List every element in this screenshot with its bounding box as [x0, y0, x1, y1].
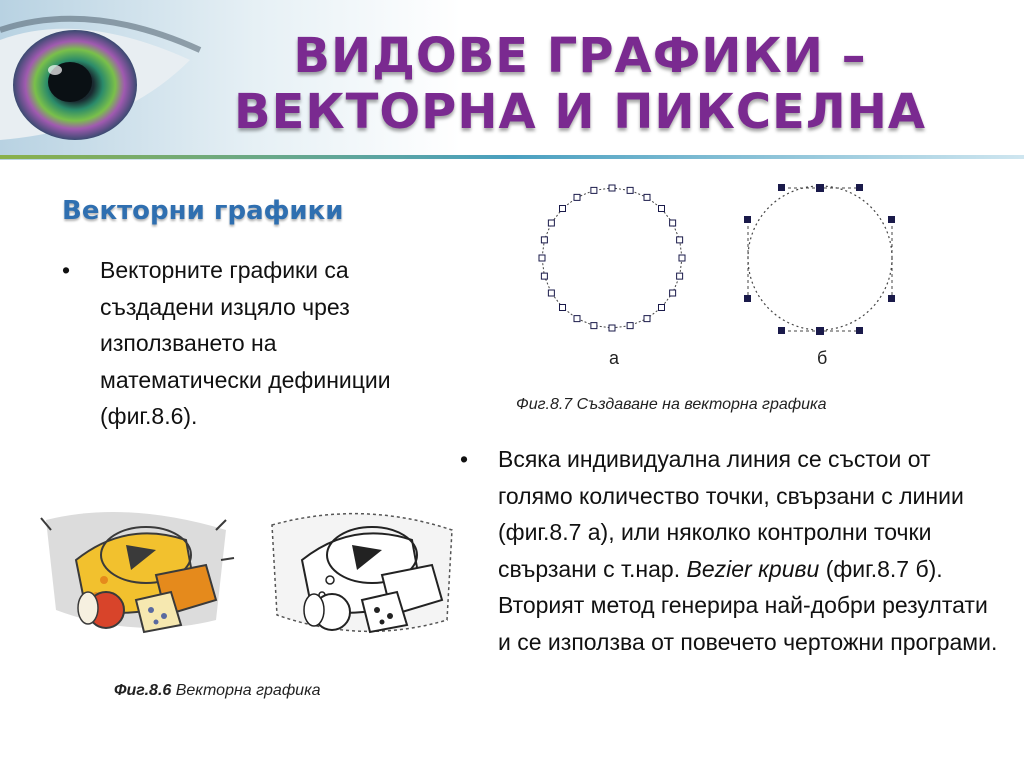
polyline-point: [541, 237, 547, 243]
bullet-text-part1: Всяка индивидуална линия се състои от голямо количество точки, свързани с линии (фиг.8.7 а), или няколко контролни точки свързани с т.нар.: [498, 446, 964, 582]
polyline-circle-diagram: [530, 180, 700, 350]
bullet-marker: •: [460, 446, 469, 472]
polyline-point: [548, 220, 554, 226]
bullet-vector-definition: [62, 252, 430, 435]
polyline-point: [658, 304, 664, 310]
title-line-2: ВЕКТОРНА И ПИКСЕЛНА: [233, 84, 927, 140]
polyline-point: [627, 323, 633, 329]
polyline-point: [677, 273, 683, 279]
section-heading: Векторни графики: [62, 196, 344, 226]
figure-label-a: а: [609, 348, 620, 368]
title-line-1: ВИДОВЕ ГРАФИКИ –: [293, 28, 867, 84]
bullet-points-and-bezier: [460, 441, 998, 660]
cheese-outline-clipart: [262, 500, 462, 655]
polyline-point: [627, 187, 633, 193]
polyline-point: [677, 237, 683, 243]
polyline-point: [609, 185, 615, 191]
slide-title: [200, 28, 960, 140]
polyline-point: [644, 316, 650, 322]
polyline-point: [574, 316, 580, 322]
polyline-point: [574, 194, 580, 200]
bezier-circle-diagram: [738, 180, 908, 350]
figure-8-7-caption: Фиг.8.7 Създаване на векторна графика: [516, 396, 827, 413]
bullet-text-bezier: Bezier криви: [686, 555, 820, 582]
polyline-point: [658, 206, 664, 212]
caption-figure-number: Фиг.8.6: [114, 682, 172, 699]
polyline-point: [560, 206, 566, 212]
bullet-text-part2: (фиг.8.7 б). Вторият метод генерира най-добри резултати и се използва от повечето чертожни програми.: [498, 555, 998, 655]
polyline-point: [679, 255, 685, 261]
bullet-text: Векторните графики са създадени изцяло чрез използването на математически дефиниции (фиг.8.6).: [100, 257, 391, 429]
bullet-marker: •: [62, 257, 71, 283]
polyline-point: [539, 255, 545, 261]
caption-text: Векторна графика: [171, 682, 321, 699]
polyline-point: [644, 194, 650, 200]
polyline-point: [541, 273, 547, 279]
polyline-point: [670, 220, 676, 226]
polyline-point: [548, 290, 554, 296]
polyline-point: [670, 290, 676, 296]
polyline-point: [591, 323, 597, 329]
cheese-color-clipart: [36, 500, 236, 655]
polyline-point: [560, 304, 566, 310]
figure-8-6-caption: [114, 682, 321, 700]
polyline-point: [609, 325, 615, 331]
polyline-point: [591, 187, 597, 193]
figure-label-b: б: [817, 348, 828, 368]
